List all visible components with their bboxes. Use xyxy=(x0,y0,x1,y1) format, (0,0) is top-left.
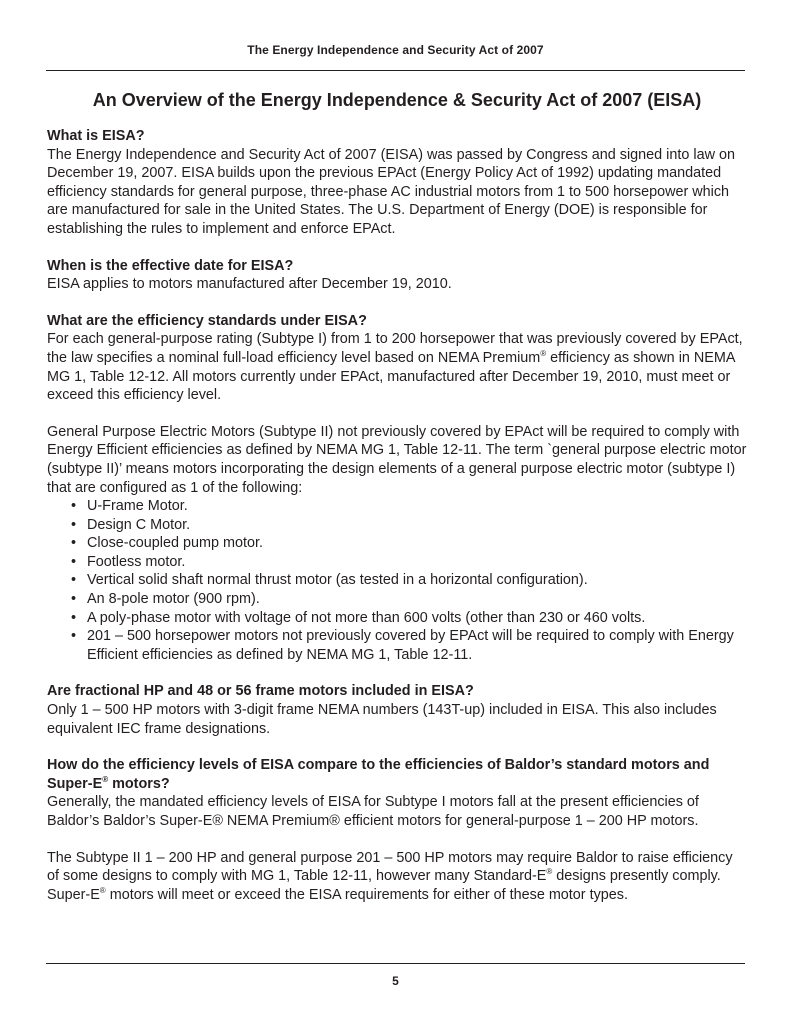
registered-mark: ® xyxy=(99,885,106,895)
text-run: efficiency as shown in NEMA MG 1, Table 12-12. All motors currently under EPAct, manufactured after December 19, 2010, must meet or exceed this efficiency level. xyxy=(47,349,735,404)
section-paragraph: The Energy Independence and Security Act of 2007 (EISA) was passed by Congress and signed into law on December 19, 2007. EISA builds upon the previous EPAct (Energy Policy Act of 1992) updating mandated efficiency standards for general purpose, three-phase AC industrial motors from 1 to 500 horsepower which are manufactured for sale in the United States. The U.S. Department of Energy (DOE) is responsible for establishing the rules to implement and enforce EPAct. xyxy=(47,146,735,237)
section-paragraph xyxy=(47,330,747,404)
section-baldor-comparison xyxy=(47,756,747,904)
text-run: For each general-purpose rating (Subtype I) from 1 to 200 horsepower that was previously covered by EPAct, the law specifies a nominal full-load efficiency level based on NEMA Premium xyxy=(47,331,743,366)
section-what-is-eisa xyxy=(47,127,747,239)
text-run: motors? xyxy=(108,775,170,792)
section-heading: Are fractional HP and 48 or 56 frame motors included in EISA? xyxy=(47,683,474,700)
section-paragraph: General Purpose Electric Motors (Subtype II) not previously covered by EPAct will be required to comply with Energy Efficient efficiencies as defined by NEMA MG 1, Table 12-11. The term `general purpose electric motor (subtype II)’ means motors incorporating the design elements of a general purpose electric motor (subtype I) that are configured as 1 of the following: xyxy=(47,423,747,496)
section-paragraph xyxy=(47,849,747,905)
running-header-title: The Energy Independence and Security Act of 2007 xyxy=(247,43,544,57)
header-rule xyxy=(46,70,745,71)
subtype-ii-list xyxy=(47,497,747,664)
section-fractional-hp xyxy=(47,682,747,738)
document-body xyxy=(47,89,747,922)
text-run: The Subtype II 1 – 200 HP and general purpose 201 – 500 HP motors may require Baldor to raise efficiency of some designs to comply with MG 1, Table 12-11, however many Standard-E xyxy=(47,849,733,885)
list-item: • U-Frame Motor. xyxy=(47,497,747,516)
registered-mark: ® xyxy=(546,867,553,877)
list-item: • Close-coupled pump motor. xyxy=(47,534,747,553)
section-heading: What are the efficiency standards under EISA? xyxy=(47,312,367,329)
list-item: • 201 – 500 horsepower motors not previously covered by EPAct will be required to comply with Energy Efficient efficiencies as defined by NEMA MG 1, Table 12-11. xyxy=(47,627,747,664)
list-item: • An 8-pole motor (900 rpm). xyxy=(47,590,747,609)
registered-mark: ® xyxy=(540,348,547,358)
section-paragraph: EISA applies to motors manufactured after December 19, 2010. xyxy=(47,276,452,293)
list-item: • Design C Motor. xyxy=(47,516,747,535)
text-run: motors will meet or exceed the EISA requirements for either of these motor types. xyxy=(105,886,628,903)
section-effective-date xyxy=(47,257,747,294)
list-item: • Vertical solid shaft normal thrust motor (as tested in a horizontal configuration). xyxy=(47,571,747,590)
list-item: • Footless motor. xyxy=(47,553,747,572)
footer-rule xyxy=(46,963,745,964)
text-run: designs presently comply. Super-E xyxy=(47,868,721,903)
section-efficiency-standards xyxy=(47,312,747,665)
section-heading: When is the effective date for EISA? xyxy=(47,257,294,274)
section-heading xyxy=(47,756,747,793)
registered-mark: ® xyxy=(102,774,109,784)
text-run: How do the efficiency levels of EISA compare to the efficiencies of Baldor’s standard motors and Super-E xyxy=(47,757,710,792)
page-number: 5 xyxy=(392,974,399,988)
list-item: • A poly-phase motor with voltage of not more than 600 volts (other than 230 or 460 volts. xyxy=(47,609,747,628)
section-heading: What is EISA? xyxy=(47,128,145,144)
section-paragraph: Only 1 – 500 HP motors with 3-digit frame NEMA numbers (143T-up) included in EISA. This also includes equivalent IEC frame designations. xyxy=(47,702,717,737)
section-paragraph: Generally, the mandated efficiency levels of EISA for Subtype I motors fall at the present efficiencies of Baldor’s Baldor’s Super-E® NEMA Premium® efficient motors for general-purpose 1 – 200 HP motors. xyxy=(47,794,699,829)
document-title: An Overview of the Energy Independence & Security Act of 2007 (EISA) xyxy=(92,90,702,110)
